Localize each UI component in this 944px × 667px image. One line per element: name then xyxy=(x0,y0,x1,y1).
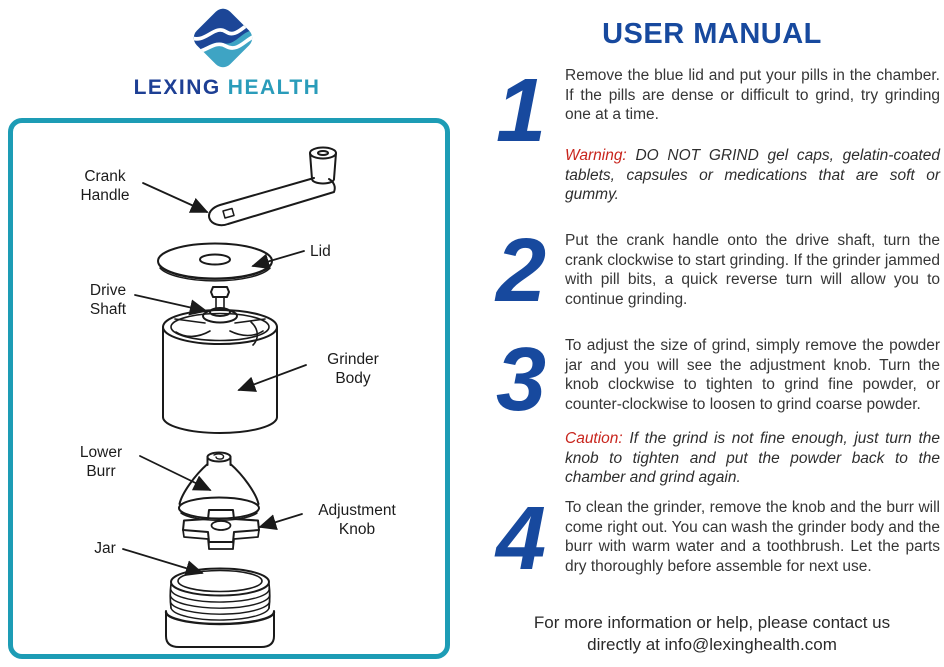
caution-label: Caution: xyxy=(565,430,623,447)
brand-word-lexing: LEXING xyxy=(133,76,221,99)
label-jar: Jar xyxy=(94,540,116,557)
warning-label: Warning: xyxy=(565,147,627,164)
step-2-number: 2 xyxy=(495,221,547,321)
label-lid: Lid xyxy=(310,243,331,260)
manual-column xyxy=(480,0,944,667)
grinder-diagram-panel xyxy=(8,118,450,659)
contact-footer-line1: For more information or help, please contact us xyxy=(533,613,891,632)
step-4-text: To clean the grinder, remove the knob and the burr will come right out. You can wash the grinder body and the burr with warm water and a toothbrush. Let the parts dry thoroughly before assemble for next use. xyxy=(565,499,940,575)
caution-note xyxy=(565,429,940,488)
label-grinder-body: Grinder Body xyxy=(327,351,379,387)
brand-word-health: HEALTH xyxy=(227,76,321,99)
step-3-text: To adjust the size of grind, simply remove the powder jar and you will see the adjustment knob. Turn the knob clockwise to tighten to grind fine powder, or counter-clockwise to loosen to grind coarse powder. xyxy=(565,337,940,413)
label-adjustment-knob: Adjustment Knob xyxy=(318,502,396,538)
page-title: USER MANUAL xyxy=(602,18,822,50)
lexing-health-logo-icon xyxy=(187,2,259,74)
caution-text: If the grind is not fine enough, just turn the knob to tighten and put the powder back to the chamber and grind again. xyxy=(565,430,940,487)
step-1-text: Remove the blue lid and put your pills in the chamber. If the pills are dense or difficult to grind, try grinding one at a time. xyxy=(565,67,940,124)
warning-text: DO NOT GRIND gel caps, gelatin-coated tablets, capsules or medications that are soft or gummy. xyxy=(565,147,940,204)
label-crank-handle: Crank Handle xyxy=(80,168,130,204)
label-drive-shaft: Drive Shaft xyxy=(89,282,127,318)
contact-footer-line2: directly at info@lexinghealth.com xyxy=(587,635,837,654)
warning-note xyxy=(565,146,940,205)
label-lower-burr: Lower Burr xyxy=(79,444,123,480)
step-4-number: 4 xyxy=(495,489,547,589)
brand-name xyxy=(117,76,337,100)
step-2-text: Put the crank handle onto the drive shaft, turn the crank clockwise to start grinding. If the grinder jammed with pill bits, a quick reverse turn will allow you to continue grinding. xyxy=(565,232,940,308)
step-1-number: 1 xyxy=(495,61,547,161)
step-3-number: 3 xyxy=(495,330,547,430)
contact-footer xyxy=(480,612,944,656)
